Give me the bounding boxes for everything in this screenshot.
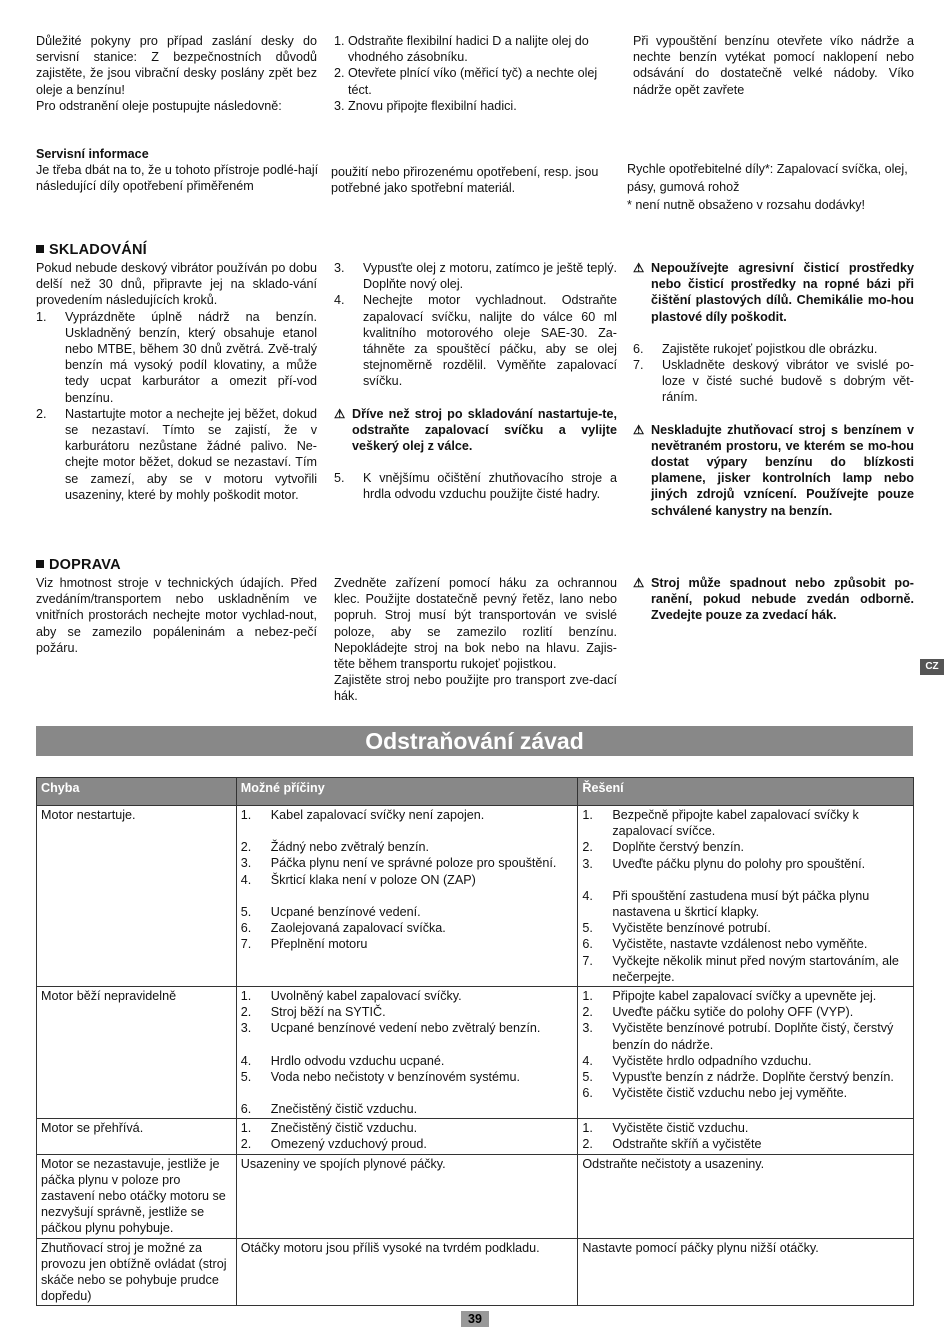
item-number: 2. bbox=[582, 1005, 593, 1020]
item-number: 1. bbox=[582, 1121, 593, 1136]
solution-item bbox=[582, 920, 909, 936]
table-row bbox=[37, 1154, 914, 1238]
item-number: 7. bbox=[633, 358, 644, 373]
solution-item bbox=[582, 1004, 909, 1020]
item-number: 3. bbox=[582, 856, 593, 871]
cause-item bbox=[241, 839, 574, 855]
item-text: Uveďte páčku plynu do polohy pro spouštění. bbox=[612, 856, 866, 871]
list-item bbox=[334, 292, 617, 389]
column-header-solutions: Řešení bbox=[578, 778, 914, 806]
causes-cell: Usazeniny ve spojích plynové páčky. bbox=[236, 1154, 578, 1238]
cause-item bbox=[241, 1020, 574, 1036]
list-item bbox=[36, 406, 317, 503]
shipping-note-text: Důležité pokyny pro případ zaslání desky do servisní stanice: Z bezpečnostních důvodů zajistěte, že jsou vibrační desky poslány zpět bez oleje a benzínu! bbox=[36, 34, 317, 97]
solution-item bbox=[582, 1053, 909, 1069]
item-text: Zajistěte rukojeť pojistkou dle obrázku. bbox=[662, 341, 878, 356]
transport-col-3 bbox=[633, 575, 914, 624]
list-item bbox=[334, 33, 617, 65]
item-number: 4. bbox=[240, 1053, 252, 1068]
warning-icon: ⚠ bbox=[633, 576, 645, 590]
item-text: Hrdlo odvodu vzduchu ucpané. bbox=[270, 1053, 445, 1068]
item-number: 2. bbox=[582, 1137, 593, 1152]
solution-item bbox=[582, 988, 909, 1004]
item-number: 3. bbox=[240, 1021, 252, 1036]
wear-parts-footnote: * není nutně obsaženo v rozsahu dodávky! bbox=[627, 198, 866, 212]
item-text: Při spouštění zastudena musí být páčka plynu nastavena u škrticí klapky. bbox=[612, 888, 870, 920]
cause-item bbox=[241, 1101, 574, 1117]
storage-col-2 bbox=[334, 260, 617, 503]
cause-item bbox=[241, 1053, 574, 1069]
solutions-cell bbox=[578, 806, 914, 987]
item-text: Omezený vzduchový proud. bbox=[270, 1137, 427, 1152]
item-number: 4. bbox=[582, 1053, 593, 1068]
solution-item bbox=[582, 1120, 909, 1136]
item-number: 6. bbox=[633, 341, 644, 356]
fault-cell: Zhutňovací stroj je možné za provozu jen obtížně ovládat (stroj skáče nebo se pohybuje prudce dopředu) bbox=[37, 1238, 237, 1306]
item-text: Znečistěný čistič vzduchu. bbox=[270, 1102, 418, 1117]
item-number: 3. bbox=[334, 98, 345, 113]
page-number: 39 bbox=[461, 1311, 489, 1327]
item-number: 2. bbox=[582, 840, 593, 855]
fault-cell: Motor se nezastavuje, jestliže je páčka plynu v poloze pro zastavení nebo otáčky motoru se nezvyšují správně, jestliže se páčkou plynu pohybuje. bbox=[37, 1154, 237, 1238]
item-text: Ucpané benzínové vedení nebo zvětralý benzín. bbox=[270, 1021, 541, 1036]
service-info-text-1: Je třeba dbát na to, že u tohoto přístroje podlé-hají následující díly opotřebení přiměřeném bbox=[36, 163, 319, 194]
item-number: 5. bbox=[334, 471, 345, 486]
cause-item bbox=[241, 872, 574, 888]
item-number: 1. bbox=[582, 989, 593, 1004]
item-number: 4. bbox=[240, 872, 252, 887]
item-text: Uskladněte deskový vibrátor ve svislé po-loze v čisté suché budově s dobrým vět-ráním. bbox=[662, 358, 914, 405]
item-text: K vnějšímu očištění zhutňovacího stroje a hrdla odvodu vzduchu použijte čisté hadry. bbox=[363, 471, 617, 502]
item-number: 2. bbox=[240, 840, 252, 855]
storage-col-3 bbox=[633, 260, 914, 519]
item-text: Doplňte čerstvý benzín. bbox=[612, 840, 744, 855]
fault-cell: Motor se přehřívá. bbox=[37, 1119, 237, 1154]
service-info-title: Servisní informace bbox=[36, 147, 149, 161]
item-text: Škrticí klaka není v poloze ON (ZAP) bbox=[270, 872, 476, 887]
storage-warning-2 bbox=[633, 260, 914, 325]
item-number: 2. bbox=[240, 1005, 252, 1020]
item-text: Znečistěný čistič vzduchu. bbox=[270, 1121, 418, 1136]
transport-text-2: Zvedněte zařízení pomocí háku za ochrannou klec. Použijte dostatečně pevný řetěz, lano nebo popruh. Stroj musí být transportován ve svislé poloze, aby se zamezilo rozlití benzínu. Nepokládejte stroj na bok nebo na hlavu. Zajis-těte během transportu rukojeť pojistkou. bbox=[334, 576, 617, 672]
item-number: 3. bbox=[240, 856, 252, 871]
list-item bbox=[633, 341, 914, 357]
item-number: 7. bbox=[240, 937, 252, 952]
item-text: Voda nebo nečistoty v benzínovém systému. bbox=[270, 1069, 520, 1084]
item-text: Vypusťte olej z motoru, zatímco je ještě teplý. Doplňte nový olej. bbox=[363, 261, 617, 292]
cause-item bbox=[241, 1120, 574, 1136]
column-header-fault: Chyba bbox=[37, 778, 237, 806]
solution-item bbox=[582, 888, 909, 920]
item-text: Vypusťte benzín z nádrže. Doplňte čerstvý benzín. bbox=[612, 1070, 894, 1085]
cause-item bbox=[241, 1004, 574, 1020]
item-text: Znovu připojte flexibilní hadici. bbox=[348, 98, 517, 113]
list-item bbox=[633, 357, 914, 406]
oil-removal-steps bbox=[334, 33, 617, 114]
transport-text-1: Viz hmotnost stroje v technických údajích. Před zvedáním/transportem nebo uskladněním ve vnitřních prostorách nechejte motor vychlad-nout, aby se zamezilo popáleninám a nebez-pečí požáru. bbox=[36, 576, 317, 655]
storage-warning-1-text: Dříve než stroj po skladování nastartuje-te, odstraňte zapalovací svíčku a vylijte veškerý olej z válce. bbox=[352, 406, 617, 454]
item-number: 1. bbox=[240, 1121, 252, 1136]
solutions-cell: Nastavte pomocí páčky plynu nižší otáčky. bbox=[578, 1238, 914, 1306]
item-number: 6. bbox=[240, 921, 252, 936]
item-text: Vyčkejte několik minut před novým startováním, ale nečerpejte. bbox=[612, 953, 899, 984]
item-text: Otevřete plnící víko (měřicí tyč) a nechte olej téct. bbox=[348, 66, 598, 97]
item-number: 3. bbox=[334, 261, 345, 275]
item-text: Uveďte páčku sytiče do polohy OFF (VYP). bbox=[612, 1005, 854, 1020]
item-text: Vyčistěte hrdlo odpadního vzduchu. bbox=[612, 1053, 812, 1068]
item-number: 5. bbox=[582, 921, 593, 936]
list-item bbox=[334, 260, 617, 292]
storage-warning-3 bbox=[633, 422, 914, 519]
item-text: Vyčistěte čistič vzduchu nebo jej vyměňte. bbox=[612, 1086, 848, 1101]
solution-item bbox=[582, 953, 909, 985]
transport-heading bbox=[36, 557, 121, 573]
causes-cell: Otáčky motoru jsou příliš vysoké na tvrdém podkladu. bbox=[236, 1238, 578, 1306]
item-number: 2. bbox=[240, 1137, 252, 1152]
item-number: 7. bbox=[582, 953, 593, 968]
wear-parts-text: Rychle opotřebitelné díly*: Zapalovací svíčka, olej, pásy, gumová rohož bbox=[627, 162, 908, 194]
solution-item bbox=[582, 839, 909, 855]
item-text: Přeplnění motoru bbox=[270, 937, 368, 952]
item-number: 6. bbox=[582, 937, 593, 952]
service-info-text-3 bbox=[627, 160, 912, 214]
item-number: 4. bbox=[582, 888, 593, 903]
transport-heading-text: DOPRAVA bbox=[49, 557, 121, 573]
item-number: 6. bbox=[240, 1102, 252, 1117]
table-row bbox=[37, 1238, 914, 1306]
cause-item bbox=[241, 1069, 574, 1085]
troubleshooting-table bbox=[36, 777, 914, 1306]
item-text: Zaolejovaná zapalovací svíčka. bbox=[270, 921, 446, 936]
cause-item bbox=[241, 855, 574, 871]
item-text: Vyprázdněte úplně nádrž na benzín. Uskladněný benzín, který obsahuje etanol nebo MTBE, během 30 dnů zvětrá. Zvě-tralý benzín má vysoký podíl klovatiny, a může tedy ucpat karburátor a omezit pří-vod benzínu. bbox=[65, 309, 317, 405]
item-text: Uvolněný kabel zapalovací svíčky. bbox=[270, 989, 462, 1004]
shipping-note bbox=[36, 33, 317, 114]
petrol-drain-note: Při vypouštění benzínu otevřete víko nádrže a nechte benzín vytékat pomocí naklopení nebo odsávání do dostatečně velké nádoby. Víko nádrže opět zavřete bbox=[633, 34, 914, 97]
cause-item bbox=[241, 988, 574, 1004]
solutions-cell: Odstraňte nečistoty a usazeniny. bbox=[578, 1154, 914, 1238]
item-number: 4. bbox=[334, 293, 345, 308]
storage-heading bbox=[36, 242, 147, 258]
item-number: 6. bbox=[582, 1086, 593, 1101]
storage-warning-1 bbox=[334, 406, 617, 455]
item-text: Odstraňte flexibilní hadici D a nalijte olej do vhodného zásobníku. bbox=[348, 34, 589, 65]
list-item bbox=[334, 65, 617, 97]
item-text: Nastartujte motor a nechejte jej běžet, dokud se nezastaví. Tímto se zajistí, že v karburátoru nezůstane žádné palivo. Ne-chejte motor běžet, dokud se nezastaví. Tím se zamezí, aby se v motoru vytvořili usazeniny, které by mohly poškodit motor. bbox=[65, 406, 317, 502]
transport-col-2 bbox=[334, 575, 617, 705]
storage-heading-text: SKLADOVÁNÍ bbox=[49, 242, 147, 258]
item-text: Kabel zapalovací svíčky není zapojen. bbox=[270, 808, 485, 822]
solution-item bbox=[582, 1136, 909, 1152]
storage-warning-2-text: Nepoužívejte agresivní čisticí prostředky nebo čisticí prostředky na ropné bázi při čištění plastových dílů. Chemikálie mo-hou plastové díly poškodit. bbox=[651, 261, 914, 324]
table-row bbox=[37, 806, 914, 987]
item-text: Páčka plynu není ve správné poloze pro spouštění. bbox=[270, 856, 557, 871]
item-number: 1. bbox=[240, 808, 252, 822]
item-text: Odstraňte skříň a vyčistěte bbox=[612, 1137, 762, 1152]
oil-removal-intro: Pro odstranění oleje postupujte následovně: bbox=[36, 98, 282, 113]
list-item bbox=[334, 470, 617, 502]
causes-cell bbox=[236, 806, 578, 987]
transport-text-3: Zajistěte stroj nebo použijte pro transport zve-dací hák. bbox=[334, 673, 617, 704]
item-number: 2. bbox=[36, 406, 47, 421]
column-header-causes: Možné příčiny bbox=[236, 778, 578, 806]
solution-item bbox=[582, 807, 909, 839]
cause-item bbox=[241, 807, 574, 823]
transport-warning-text: Stroj může spadnout nebo způsobit po-ranění, pokud nebude zvedán odborně. Zvedejte pouze za zvedací hák. bbox=[651, 576, 914, 623]
item-text: Vyčistěte benzínové potrubí. Doplňte čistý, čerstvý benzín do nádrže. bbox=[612, 1021, 894, 1052]
warning-icon: ⚠ bbox=[633, 422, 645, 437]
warning-icon: ⚠ bbox=[334, 406, 346, 421]
causes-cell bbox=[236, 1119, 578, 1154]
table-row bbox=[37, 987, 914, 1119]
item-number: 5. bbox=[240, 904, 252, 919]
causes-cell bbox=[236, 987, 578, 1119]
item-number: 2. bbox=[334, 66, 345, 81]
language-tab: CZ bbox=[920, 659, 944, 675]
item-text: Připojte kabel zapalovací svíčky a upevněte jej. bbox=[612, 989, 877, 1004]
troubleshooting-banner: Odstraňování závad bbox=[36, 726, 913, 756]
item-number: 5. bbox=[582, 1070, 593, 1085]
table-row bbox=[37, 1119, 914, 1154]
item-text: Vyčistěte benzínové potrubí. bbox=[612, 921, 771, 936]
item-text: Ucpané benzínové vedení. bbox=[270, 904, 421, 919]
cause-item bbox=[241, 1136, 574, 1152]
storage-warning-3-text: Neskladujte zhutňovací stroj s benzínem v nevětraném prostoru, ve kterém se mo-hou dostat výpary benzínu do blízkosti plamene, jisker kontrolních lamp nebo jiných zdrojů vznícení. Používejte pouze schválené kanystry na benzín. bbox=[651, 422, 914, 518]
item-number: 1. bbox=[582, 808, 593, 822]
transport-warning bbox=[633, 575, 914, 624]
item-number: 1. bbox=[334, 34, 345, 48]
list-item bbox=[334, 98, 617, 114]
storage-col-1 bbox=[36, 260, 317, 503]
solution-item bbox=[582, 936, 909, 952]
item-number: 1. bbox=[240, 989, 252, 1004]
item-number: 1. bbox=[36, 309, 47, 324]
item-number: 5. bbox=[240, 1069, 252, 1084]
solutions-cell bbox=[578, 1119, 914, 1154]
item-text: Nechejte motor vychladnout. Odstraňte zapalovací svíčku, nalijte do válce 60 ml kvalitního motorového oleje SAE-30. Za-táhněte za spouštěcí páčku, aby se olej stejnoměrně rozdělil. Vyměňte zapalovací svíčku. bbox=[363, 293, 617, 389]
solution-item bbox=[582, 1085, 909, 1101]
item-text: Vyčistěte, nastavte vzdálenost nebo vyměňte. bbox=[612, 937, 868, 952]
item-text: Bezpečně připojte kabel zapalovací svíčky k zapalovací svíčce. bbox=[612, 808, 859, 839]
list-item bbox=[36, 309, 317, 406]
fault-cell: Motor běží nepravidelně bbox=[37, 987, 237, 1119]
table-header-row bbox=[37, 778, 914, 806]
solution-item bbox=[582, 1020, 909, 1052]
item-text: Vyčistěte čistič vzduchu. bbox=[612, 1121, 749, 1136]
solution-item bbox=[582, 856, 909, 872]
storage-intro: Pokud nebude deskový vibrátor používán po dobu delší než 30 dnů, připravte jej na sklado-vání provedením následujících kroků. bbox=[36, 261, 317, 308]
solutions-cell bbox=[578, 987, 914, 1119]
cause-item bbox=[241, 936, 574, 952]
item-text: Žádný nebo zvětralý benzín. bbox=[270, 840, 429, 855]
fault-cell: Motor nestartuje. bbox=[37, 806, 237, 987]
cause-item bbox=[241, 904, 574, 920]
item-text: Stroj běží na SYTIČ. bbox=[270, 1005, 386, 1020]
item-number: 3. bbox=[582, 1021, 593, 1036]
cause-item bbox=[241, 920, 574, 936]
solution-item bbox=[582, 1069, 909, 1085]
service-info-text-2: použití nebo přirozenému opotřebení, resp. jsou potřebné jako spotřební materiál. bbox=[331, 165, 599, 196]
warning-icon: ⚠ bbox=[633, 261, 645, 275]
